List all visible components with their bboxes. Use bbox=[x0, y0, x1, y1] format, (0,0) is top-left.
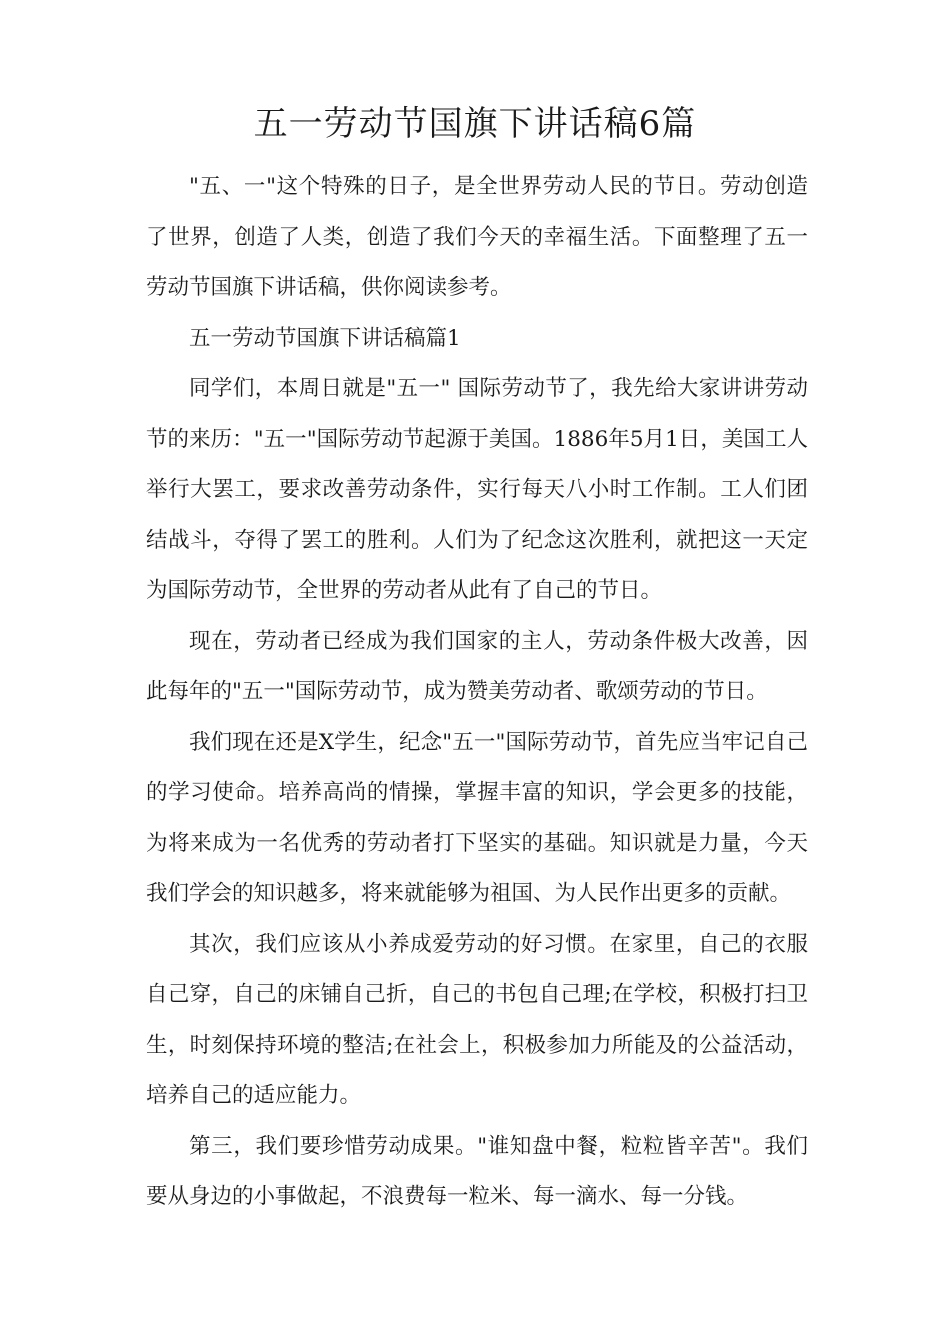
document-title: 五一劳动节国旗下讲话稿6篇 bbox=[253, 104, 697, 144]
document-body bbox=[146, 162, 808, 1223]
body-paragraph: 其次，我们应该从小养成爱劳动的好习惯。在家里，自己的衣服自己穿，自己的床铺自己折，自己的书包自己理;在学校，积极打扫卫生，时刻保持环境的整洁;在社会上，积极参加力所能及的公益活动，培养自己的适应能力。 bbox=[146, 931, 808, 1108]
body-paragraph: 现在，劳动者已经成为我们国家的主人，劳动条件极大改善，因此每年的"五一"国际劳动节，成为赞美劳动者、歌颂劳动的节日。 bbox=[146, 628, 808, 704]
body-paragraph: 第三，我们要珍惜劳动成果。"谁知盘中餐，粒粒皆辛苦"。我们要从身边的小事做起，不浪费每一粒米、每一滴水、每一分钱。 bbox=[146, 1133, 808, 1209]
body-paragraph: 我们现在还是X学生，纪念"五一"国际劳动节，首先应当牢记自己的学习使命。培养高尚的情操，掌握丰富的知识，学会更多的技能，为将来成为一名优秀的劳动者打下坚实的基础。知识就是力量，今天我们学会的知识越多，将来就能够为祖国、为人民作出更多的贡献。 bbox=[146, 729, 808, 906]
section-heading: 五一劳动节国旗下讲话稿篇1 bbox=[189, 325, 461, 351]
body-paragraph: 同学们，本周日就是"五一" 国际劳动节了，我先给大家讲讲劳动节的来历："五一"国际劳动节起源于美国。1886年5月1日，美国工人举行大罢工，要求改善劳动条件，实行每天八小时工作制。工人们团结战斗，夺得了罢工的胜利。人们为了纪念这次胜利，就把这一天定为国际劳动节，全世界的劳动者从此有了自己的节日。 bbox=[146, 376, 808, 603]
intro-paragraph: "五、一"这个特殊的日子，是全世界劳动人民的节日。劳动创造了世界，创造了人类，创造了我们今天的幸福生活。下面整理了五一劳动节国旗下讲话稿，供你阅读参考。 bbox=[146, 174, 808, 300]
